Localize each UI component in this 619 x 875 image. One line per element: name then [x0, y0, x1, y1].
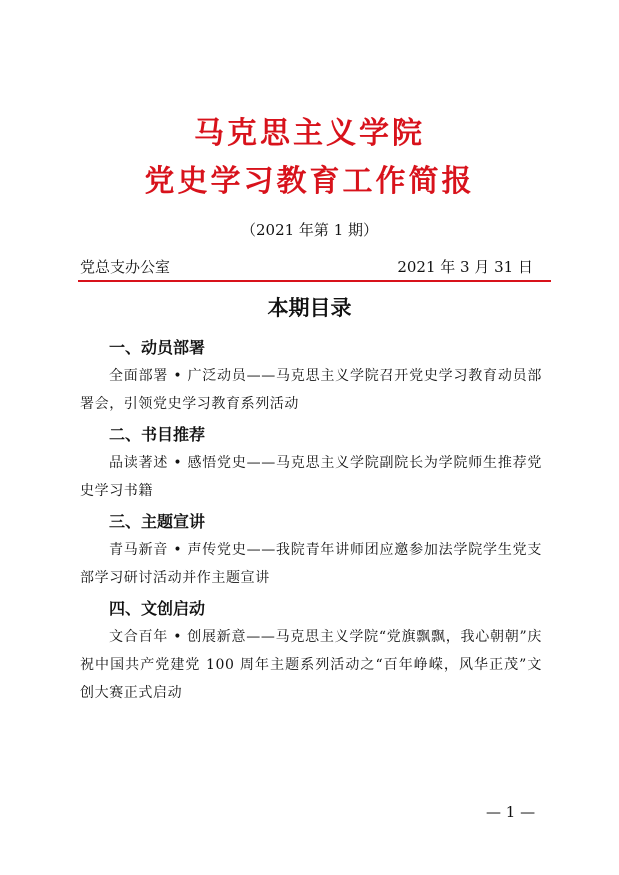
section-heading-book-recommendation: 二、书目推荐: [109, 425, 206, 444]
issue-number: （2021 年第 1 期）: [240, 221, 379, 239]
report-title-line-2: 党史学习教育工作简报: [144, 164, 475, 199]
section-item-mobilization: 全面部署 • 广泛动员——马克思主义学院召开党史学习教育动员部署会，引领党史学习教育系列活动: [80, 368, 542, 412]
issue-date: 2021 年 3 月 31 日: [397, 258, 533, 276]
section-item-themed-lecture: 青马新音 • 声传党史——我院青年讲师团应邀参加法学院学生党支部学习研讨活动并作主题宣讲: [80, 542, 542, 586]
issuing-office: 党总支办公室: [80, 258, 171, 276]
section-item-book-recommendation: 品读著述 • 感悟党史——马克思主义学院副院长为学院师生推荐党史学习书籍: [80, 455, 542, 499]
red-divider: [78, 280, 551, 282]
section-heading-mobilization: 一、动员部署: [109, 338, 206, 357]
section-heading-creative-launch: 四、文创启动: [109, 599, 206, 618]
section-heading-themed-lecture: 三、主题宣讲: [109, 512, 206, 531]
toc-title: 本期目录: [267, 296, 352, 320]
report-title-line-1: 马克思主义学院: [194, 116, 425, 151]
section-item-creative-launch: 文合百年 • 创展新意——马克思主义学院“党旗飘飘，我心朝朝”庆祝中国共产党建党 100 周年主题系列活动之“百年峥嵘，风华正茂”文创大赛正式启动: [80, 629, 542, 701]
page-number: — 1 —: [486, 803, 536, 821]
